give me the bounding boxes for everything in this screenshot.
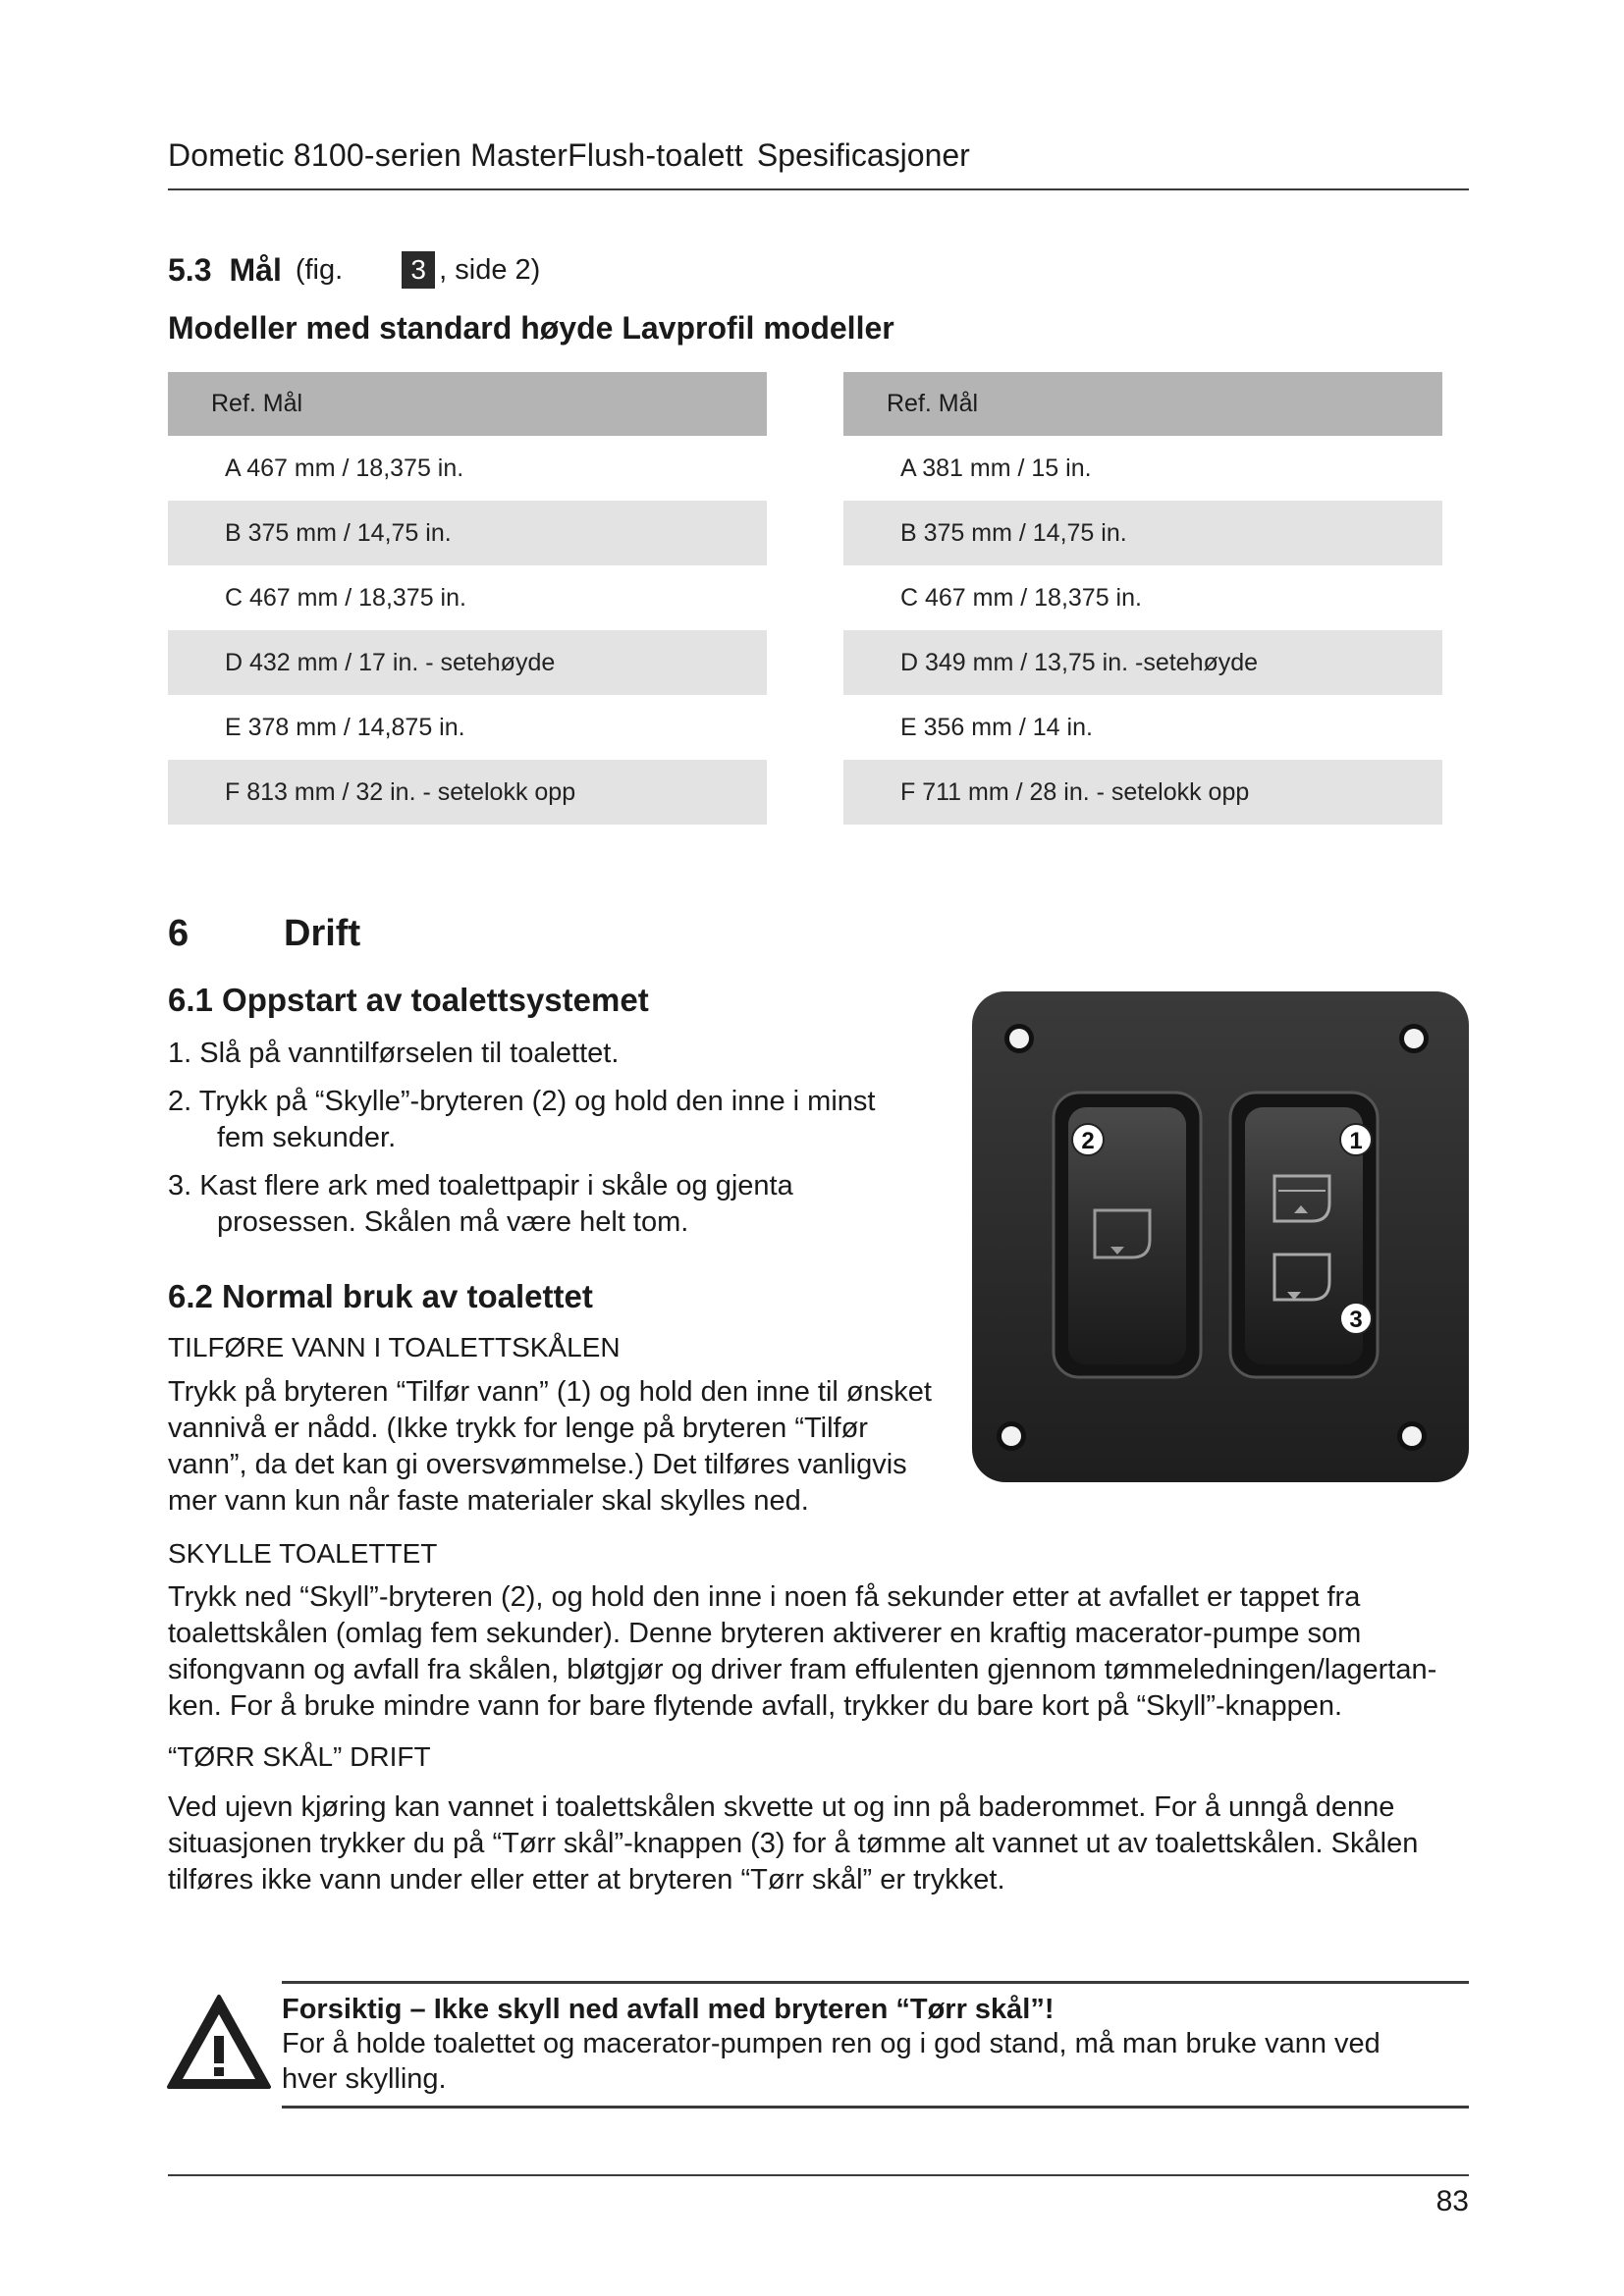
section-title: Mål	[229, 251, 282, 288]
list-item	[168, 1168, 953, 1241]
text-line: toalettskålen (omlag fem sekunder). Denne bryteren aktiverer en kraftig macerator-pumpe som	[168, 1618, 1362, 1649]
text-line: situasjonen trykker du på “Tørr skål”-knappen (3) for å tømme alt vannet ut av toalettskålen. Skålen	[168, 1828, 1419, 1859]
table-row: A 381 mm / 15 in.	[900, 454, 1092, 482]
callout-2	[1072, 1124, 1104, 1155]
header-subtitle: Spesificasjoner	[756, 137, 970, 173]
text-line: For å holde toalettet og macerator-pumpen ren og i god stand, må man bruke vann ved	[282, 2028, 1380, 2059]
section-6-2-heading: 6.2 Normal bruk av toalettet	[168, 1278, 593, 1314]
text-line: hver skylling.	[282, 2063, 447, 2095]
step-line: 3. Kast flere ark med toalettpapir i skåle og gjenta	[168, 1170, 793, 1201]
table-row: B 375 mm / 14,75 in.	[168, 501, 767, 565]
switch-panel-photo	[970, 989, 1471, 1485]
step-line: fem sekunder.	[217, 1122, 397, 1153]
text-line: vannivå er nådd. (Ikke trykk for lenge på bryteren “Tilfør	[168, 1413, 868, 1444]
text-line: vann”, da det kan gi oversvømmelse.) Det tilføres vanligvis	[168, 1449, 907, 1480]
text-line: ken. For å bruke mindre vann for bare flytende avfall, trykker du bare kort på “Skyll”-knappen.	[168, 1690, 1343, 1722]
spec-table-lowprofile	[843, 372, 1442, 825]
screw-icon	[1399, 1024, 1429, 1053]
step-line: 1. Slå på vanntilførselen til toalettet.	[168, 1038, 620, 1069]
chapter-number: 6	[168, 913, 189, 954]
footer-divider	[168, 2174, 1469, 2176]
table-row: B 375 mm / 14,75 in.	[843, 501, 1442, 565]
table-row: F 711 mm / 28 in. - setelokk opp	[843, 760, 1442, 825]
screw-icon	[997, 1421, 1026, 1451]
panel-plate	[972, 991, 1469, 1482]
list-item	[168, 1036, 953, 1072]
table-row: E 378 mm / 14,875 in.	[225, 714, 465, 741]
table-row: D 349 mm / 13,75 in. -setehøyde	[843, 630, 1442, 695]
text-line: sifongvann og avfall fra skålen, bløtgjør og driver fram effulenten gjennom tømmeledningen/lagertan-	[168, 1654, 1437, 1685]
table-row: F 813 mm / 32 in. - setelokk opp	[168, 760, 767, 825]
chapter-title: Drift	[284, 913, 361, 954]
table-row: D 432 mm / 17 in. - setehøyde	[168, 630, 767, 695]
caution-title: Forsiktig – Ikke skyll ned avfall med bryteren “Tørr skål”!	[282, 1994, 1055, 2025]
figure-ref-suffix: , side 2)	[439, 253, 541, 286]
figure-ref-prefix: (fig.	[295, 253, 344, 286]
warning-icon	[165, 1993, 273, 2091]
paragraph-dry-bowl	[168, 1789, 1484, 1898]
subheading-flush: SKYLLE TOALETTET	[168, 1538, 438, 1569]
models-heading: Modeller med standard høyde Lavprofil modeller	[168, 310, 894, 346]
text-line: Trykk på bryteren “Tilfør vann” (1) og hold den inne til ønsket	[168, 1376, 932, 1408]
text-line: tilføres ikke vann under eller etter at bryteren “Tørr skål” er trykket.	[168, 1864, 1005, 1896]
page-number: 83	[1435, 2185, 1469, 2217]
step-line: 2. Trykk på “Skylle”-bryteren (2) og hold den inne i minst	[168, 1086, 876, 1117]
callout-3	[1340, 1303, 1372, 1334]
caution-box	[282, 1981, 1469, 2109]
chapter-6-heading	[168, 913, 360, 955]
table-header: Ref. Mål	[843, 372, 1442, 436]
subheading-dry-bowl: “TØRR SKÅL” DRIFT	[168, 1741, 431, 1772]
screw-icon	[1004, 1024, 1034, 1053]
table-row: A 467 mm / 18,375 in.	[225, 454, 464, 482]
table-row: C 467 mm / 18,375 in.	[900, 584, 1142, 612]
svg-text:1: 1	[1349, 1128, 1363, 1154]
table-row: C 467 mm / 18,375 in.	[225, 584, 466, 612]
section-number: 5.3	[168, 251, 212, 288]
spec-table-standard	[168, 372, 767, 825]
running-header	[168, 137, 1469, 190]
text-line: mer vann kun når faste materialer skal skylles ned.	[168, 1485, 809, 1517]
table-row: E 356 mm / 14 in.	[900, 714, 1093, 741]
subheading-fill-water: TILFØRE VANN I TOALETTSKÅLEN	[168, 1332, 621, 1362]
paragraph-flush	[168, 1579, 1484, 1725]
text-line: Trykk ned “Skyll”-bryteren (2), og hold den inne i noen få sekunder etter at avfallet er tappet fra	[168, 1581, 1361, 1613]
step-line: prosessen. Skålen må være helt tom.	[217, 1206, 689, 1238]
caution-body	[282, 2026, 1469, 2097]
paragraph-fill-water	[168, 1374, 973, 1520]
callout-1	[1340, 1124, 1372, 1155]
table-header: Ref. Mål	[168, 372, 767, 436]
header-title: Dometic 8100-serien MasterFlush-toalett	[168, 137, 743, 173]
figure-badge: 3	[402, 251, 435, 289]
svg-text:2: 2	[1081, 1128, 1095, 1154]
startup-steps	[168, 1036, 953, 1253]
svg-text:3: 3	[1349, 1307, 1363, 1333]
section-6-1-heading: 6.1 Oppstart av toalettsystemet	[168, 982, 649, 1018]
list-item	[168, 1084, 953, 1156]
section-5-3-heading	[168, 251, 540, 289]
screw-icon	[1397, 1421, 1427, 1451]
text-line: Ved ujevn kjøring kan vannet i toalettskålen skvette ut og inn på baderommet. For å unngå denne	[168, 1791, 1395, 1823]
